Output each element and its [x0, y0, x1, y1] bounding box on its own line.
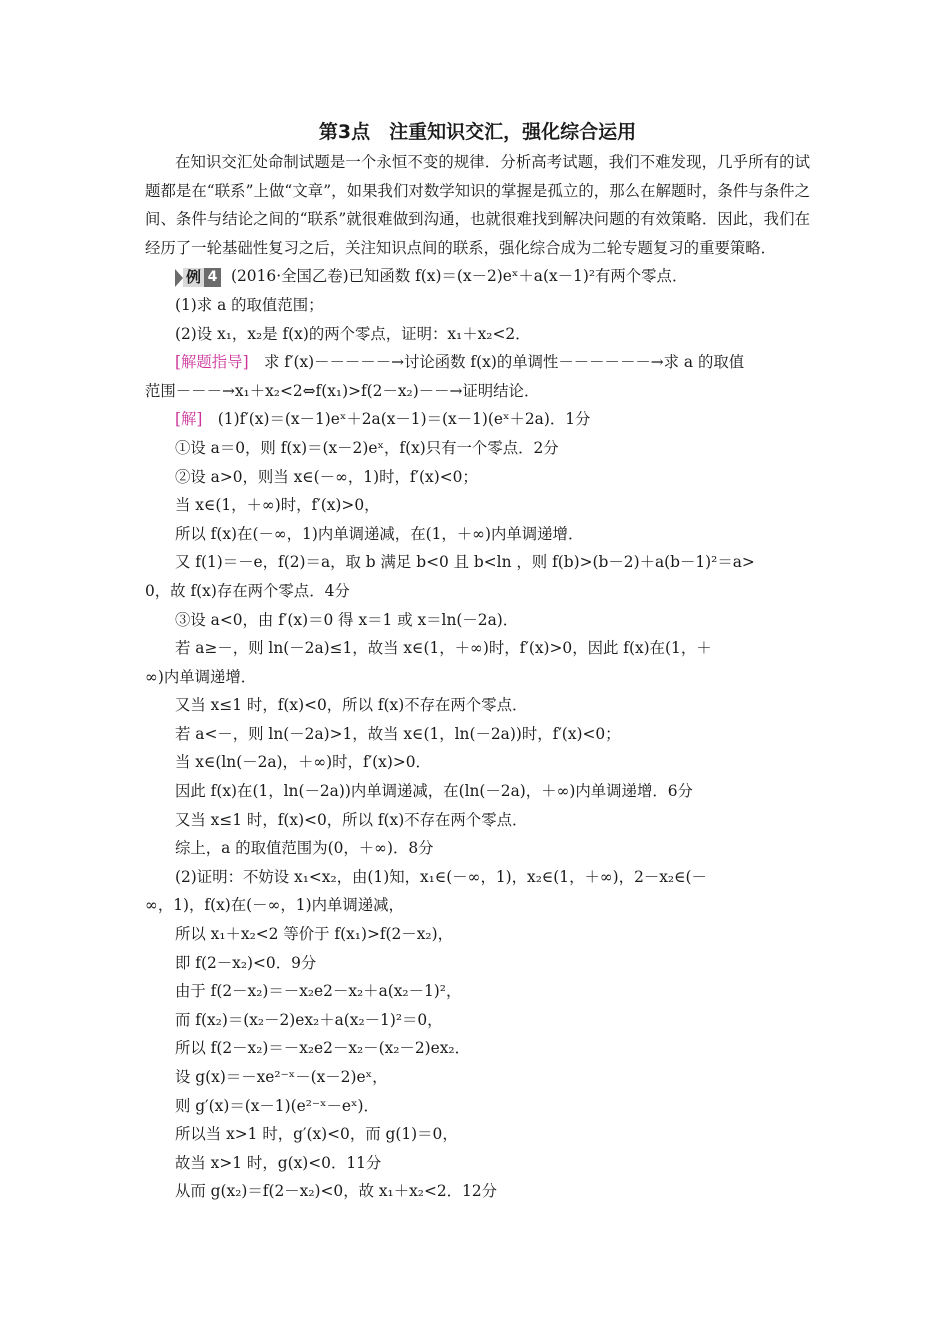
text-line: 所以 f(2－x₂)＝－x₂e2－x₂－(x₂－2)ex₂．	[175, 1039, 470, 1058]
text-line: 所以 x₁＋x₂<2 等价于 f(x₁)>f(2－x₂)，	[175, 925, 453, 944]
example-label: 例	[183, 268, 204, 287]
example-line	[145, 262, 810, 291]
text-line: ①设 a＝0，则 f(x)＝(x－2)eˣ，f(x)只有一个零点．2分	[175, 438, 559, 457]
text-line: 所以当 x>1 时，g′(x)<0，而 g(1)＝0，	[175, 1125, 458, 1144]
solution-text: (1)f′(x)＝(x－1)eˣ＋2a(x－1)＝(x－1)(eˣ＋2a)．1分	[202, 410, 591, 429]
text-line: 则 g′(x)＝(x－1)(e²⁻ˣ－eˣ)．	[175, 1096, 379, 1115]
text-line: 因此 f(x)在(1，ln(－2a))内单调递减，在(ln(－2a)，＋∞)内单调递增．6分	[175, 782, 693, 801]
text-line: ②设 a>0，则当 x∈(－∞，1)时，f′(x)<0；	[175, 467, 478, 486]
text-line: ③设 a<0，由 f′(x)＝0 得 x＝1 或 x＝ln(－2a)．	[175, 610, 519, 629]
intro-paragraph: 在知识交汇处命制试题是一个永恒不变的规律．分析高考试题，我们不难发现，几乎所有的试题都是在“联系”上做“文章”，如果我们对数学知识的掌握是孤立的，那么在解题时，条件与条件之间、条件与结论之间的“联系”就很难做到沟通，也就很难找到解决问题的有效策略．因此，我们在经历了一轮基础性复习之后，关注知识点间的联系，强化综合成为二轮专题复习的重要策略．	[145, 153, 810, 257]
text-line: 所以 f(x)在(－∞，1)内单调递减，在(1，＋∞)内单调递增．	[175, 524, 584, 543]
page-title: 第3点 注重知识交汇，强化综合运用	[318, 121, 637, 143]
text-line: 又当 x≤1 时，f(x)<0，所以 f(x)不存在两个零点．	[175, 696, 528, 715]
text-line: ∞，1)，f(x)在(－∞，1)内单调递减，	[145, 896, 404, 915]
text-line: 而 f(x₂)＝(x₂－2)ex₂＋a(x₂－1)²＝0，	[175, 1010, 443, 1029]
guide-line-2: 范围－－－→x₁＋x₂<2⇔f(x₁)>f(2－x₂)－－→证明结论．	[145, 381, 540, 400]
text-line: 由于 f(2－x₂)＝－x₂e2－x₂＋a(x₂－1)²，	[175, 982, 462, 1001]
document-page	[145, 118, 810, 1206]
text-line: 即 f(2－x₂)<0．9分	[175, 953, 317, 972]
text-line: 综上，a 的取值范围为(0，＋∞)．8分	[175, 839, 434, 858]
example-number: 4	[204, 268, 221, 287]
text-line: 若 a≥－，则 ln(－2a)≤1，故当 x∈(1，＋∞)时，f′(x)>0，因此 f(x)在(1，＋	[175, 639, 712, 658]
guide-text: 求 f′(x)－－－－－→讨论函数 f(x)的单调性－－－－－－→求 a 的取值	[248, 353, 745, 372]
text-line: ∞)内单调递增．	[145, 667, 257, 686]
text-line: (2)证明：不妨设 x₁<x₂，由(1)知，x₁∈(－∞，1)，x₂∈(1，＋∞)，2－x₂∈(－	[175, 867, 707, 886]
text-line: 故当 x>1 时，g(x)<0．11分	[175, 1153, 382, 1172]
example-text: (2016·全国乙卷)已知函数 f(x)＝(x－2)eˣ＋a(x－1)²有两个零点．	[231, 267, 688, 286]
text-line: 又 f(1)＝－e，f(2)＝a，取 b 满足 b<0 且 b<ln ，则 f(b)>(b－2)＋a(b－1)²＝a>	[175, 553, 755, 572]
guide-line-1	[145, 348, 810, 377]
text-line: 又当 x≤1 时，f(x)<0，所以 f(x)不存在两个零点．	[175, 810, 528, 829]
text-line: 设 g(x)＝－xe²⁻ˣ－(x－2)eˣ，	[175, 1068, 388, 1086]
solution-label: [解]	[175, 410, 203, 429]
triangle-icon	[175, 269, 183, 287]
guide-label: [解题指导]	[175, 353, 249, 372]
text-line: (2)设 x₁，x₂是 f(x)的两个零点，证明：x₁＋x₂<2．	[175, 324, 531, 343]
solution-line	[145, 405, 810, 434]
text-line: 0，故 f(x)存在两个零点．4分	[145, 581, 350, 600]
example-tag	[175, 268, 221, 287]
text-line: 从而 g(x₂)＝f(2－x₂)<0，故 x₁＋x₂<2．12分	[175, 1182, 498, 1201]
text-line: 当 x∈(ln(－2a)，＋∞)时，f′(x)>0．	[175, 753, 431, 772]
text-line: 当 x∈(1，＋∞)时，f′(x)>0，	[175, 496, 380, 515]
text-line: 若 a<－，则 ln(－2a)>1，故当 x∈(1，ln(－2a))时，f′(x)<0；	[175, 724, 621, 743]
text-line: (1)求 a 的取值范围；	[175, 295, 324, 314]
